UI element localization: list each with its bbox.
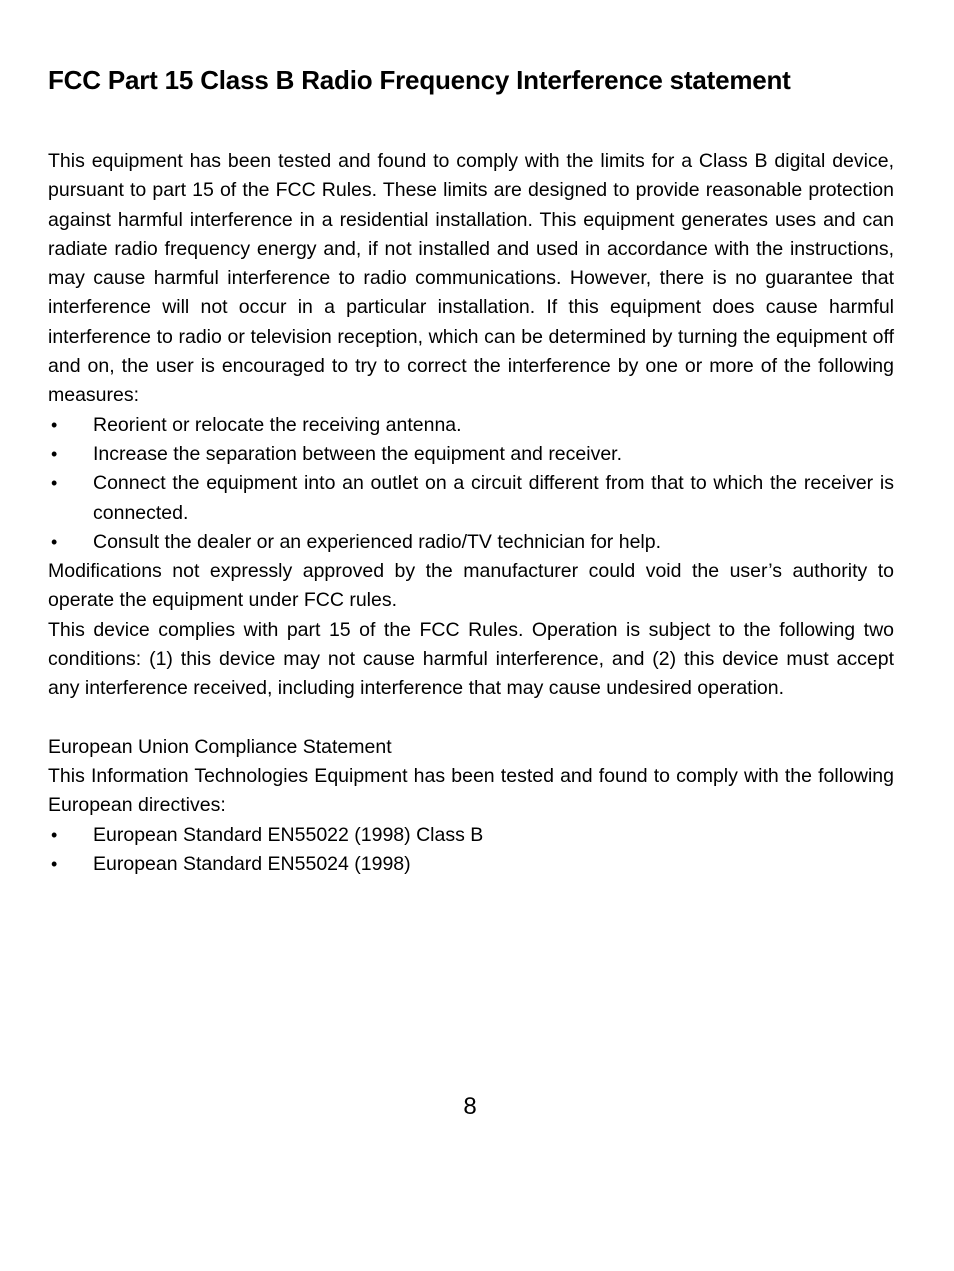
fcc-measures-list <box>48 411 894 557</box>
list-item-text: Connect the equipment into an outlet on a circuit different from that to which the receiver is connected. <box>93 472 894 524</box>
list-item <box>48 440 894 469</box>
fcc-conditions-paragraph: This device complies with part 15 of the FCC Rules. Operation is subject to the following two conditions: (1) this device may not cause harmful interference, and (2) this device must accept any interference received, including interference that may cause undesired operation. <box>48 618 894 700</box>
bullet-icon: • <box>51 473 58 494</box>
list-item <box>48 528 894 557</box>
document-body <box>48 147 894 879</box>
page-title: FCC Part 15 Class B Radio Frequency Interference statement <box>48 65 791 95</box>
page-number: 8 <box>463 1093 477 1120</box>
list-item <box>48 469 894 528</box>
list-item <box>48 821 894 850</box>
eu-standards-list <box>48 821 894 880</box>
bullet-icon: • <box>51 414 58 435</box>
bullet-icon: • <box>51 853 58 874</box>
bullet-icon: • <box>51 824 58 845</box>
fcc-modifications-paragraph: Modifications not expressly approved by the manufacturer could void the user’s authority to operate the equipment under FCC rules. <box>48 560 894 612</box>
list-item-text: Increase the separation between the equipment and receiver. <box>93 442 623 465</box>
list-item-text: Consult the dealer or an experienced radio/TV technician for help. <box>93 530 662 553</box>
bullet-icon: • <box>51 443 58 464</box>
bullet-icon: • <box>51 531 58 552</box>
fcc-intro-paragraph: This equipment has been tested and found to comply with the limits for a Class B digital device, pursuant to part 15 of the FCC Rules. These limits are designed to provide reasonable protection against harmful interference in a residential installation. This equipment generates uses and can radiate radio frequency energy and, if not installed and used in accordance with the instructions, may cause harmful interference to radio communications. However, there is no guarantee that interference will not occur in a particular installation. If this equipment does cause harmful interference to radio or television reception, which can be determined by turning the equipment off and on, the user is encouraged to try to correct the interference by one or more of the following measures: <box>48 150 894 407</box>
list-item-text: Reorient or relocate the receiving antenna. <box>93 413 462 436</box>
eu-intro-paragraph: This Information Technologies Equipment has been tested and found to comply with the following European directives: <box>48 764 894 817</box>
document-page <box>48 62 894 879</box>
list-item-text: European Standard EN55022 (1998) Class B <box>93 823 484 846</box>
list-item <box>48 411 894 440</box>
list-item <box>48 850 894 879</box>
eu-section-heading: European Union Compliance Statement <box>48 735 392 758</box>
list-item-text: European Standard EN55024 (1998) <box>93 852 411 875</box>
